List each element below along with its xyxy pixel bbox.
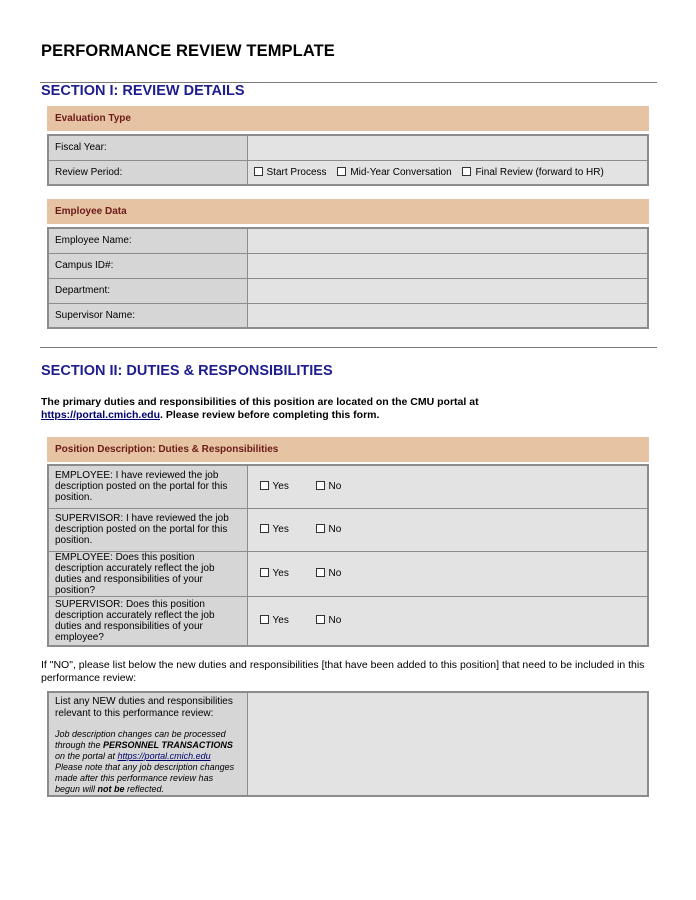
new-duties-label: List any NEW duties and responsibilities relevant to this performance review: <box>55 696 233 719</box>
question-label: EMPLOYEE: Does this position description accurately reflect the job duties and responsibilities of your position? <box>48 551 247 596</box>
review-period-label: Review Period: <box>48 160 247 185</box>
position-description-header <box>47 437 649 462</box>
checkbox[interactable] <box>260 615 269 624</box>
section-divider <box>40 347 657 348</box>
yes-option[interactable]: Yes <box>260 615 316 626</box>
review-period-option[interactable]: Final Review (forward to HR) <box>462 167 603 178</box>
section-1-title: SECTION I: REVIEW DETAILS <box>41 83 245 99</box>
employee-name-label: Employee Name: <box>48 228 247 253</box>
section-2-title: SECTION II: DUTIES & RESPONSIBILITIES <box>41 363 333 379</box>
checkbox[interactable] <box>254 167 263 176</box>
employee-data-header-label: Employee Data <box>55 206 127 217</box>
supervisor-name-label: Supervisor Name: <box>48 303 247 328</box>
yes-option[interactable]: Yes <box>260 568 316 579</box>
portal-link[interactable]: https://portal.cmich.edu <box>41 409 161 421</box>
question-label: EMPLOYEE: I have reviewed the job description posted on the portal for this position. <box>48 465 247 508</box>
evaluation-type-table <box>47 134 649 186</box>
checkbox[interactable] <box>316 481 325 490</box>
document-title: PERFORMANCE REVIEW TEMPLATE <box>41 42 335 60</box>
new-duties-table <box>47 691 649 797</box>
yes-no-options <box>247 508 648 551</box>
no-option[interactable]: No <box>316 568 372 579</box>
fiscal-year-field[interactable] <box>247 135 648 160</box>
no-option[interactable]: No <box>316 481 372 492</box>
employee-data-header <box>47 199 649 224</box>
fiscal-year-label: Fiscal Year: <box>48 135 247 160</box>
yes-no-options <box>247 551 648 596</box>
checkbox[interactable] <box>462 167 471 176</box>
department-label: Department: <box>48 278 247 303</box>
question-label: SUPERVISOR: Does this position description accurately reflect the job duties and responsibilities of your employee? <box>48 596 247 646</box>
duties-intro: The primary duties and responsibilities of this position are located on the CMU portal at https://portal.cmich.edu. Please review before completing this form. <box>41 396 479 421</box>
campus-id-label: Campus ID#: <box>48 253 247 278</box>
portal-link[interactable]: https://portal.cmich.edu <box>117 751 211 761</box>
review-period-options <box>247 160 648 185</box>
new-duties-note: Job description changes can be processed through the PERSONNEL TRANSACTIONS on the portal at https://portal.cmich.edu Please note that any job description changes made after this performance review has begun will not be reflected. <box>55 729 235 794</box>
if-no-instructions: If "NO", please list below the new duties and responsibilities [that have been added to this position] that need to be included in this performance review: <box>41 659 645 684</box>
new-duties-label-cell <box>48 692 247 796</box>
checkbox[interactable] <box>260 568 269 577</box>
department-field[interactable] <box>247 278 648 303</box>
checkbox[interactable] <box>316 568 325 577</box>
no-option[interactable]: No <box>316 524 372 535</box>
new-duties-field[interactable] <box>247 692 648 796</box>
review-period-option[interactable]: Start Process <box>254 167 327 178</box>
employee-name-field[interactable] <box>247 228 648 253</box>
position-description-header-label: Position Description: Duties & Responsibilities <box>55 444 279 455</box>
yes-no-options <box>247 465 648 508</box>
checkbox[interactable] <box>260 524 269 533</box>
employee-data-table <box>47 227 649 329</box>
campus-id-field[interactable] <box>247 253 648 278</box>
checkbox[interactable] <box>337 167 346 176</box>
question-label: SUPERVISOR: I have reviewed the job description posted on the portal for this position. <box>48 508 247 551</box>
yes-no-options <box>247 596 648 646</box>
position-description-table <box>47 464 649 647</box>
checkbox[interactable] <box>316 615 325 624</box>
checkbox[interactable] <box>260 481 269 490</box>
supervisor-name-field[interactable] <box>247 303 648 328</box>
review-period-option[interactable]: Mid-Year Conversation <box>337 167 451 178</box>
yes-option[interactable]: Yes <box>260 481 316 492</box>
evaluation-type-header <box>47 106 649 131</box>
no-option[interactable]: No <box>316 615 372 626</box>
evaluation-type-header-label: Evaluation Type <box>55 113 131 124</box>
checkbox[interactable] <box>316 524 325 533</box>
yes-option[interactable]: Yes <box>260 524 316 535</box>
